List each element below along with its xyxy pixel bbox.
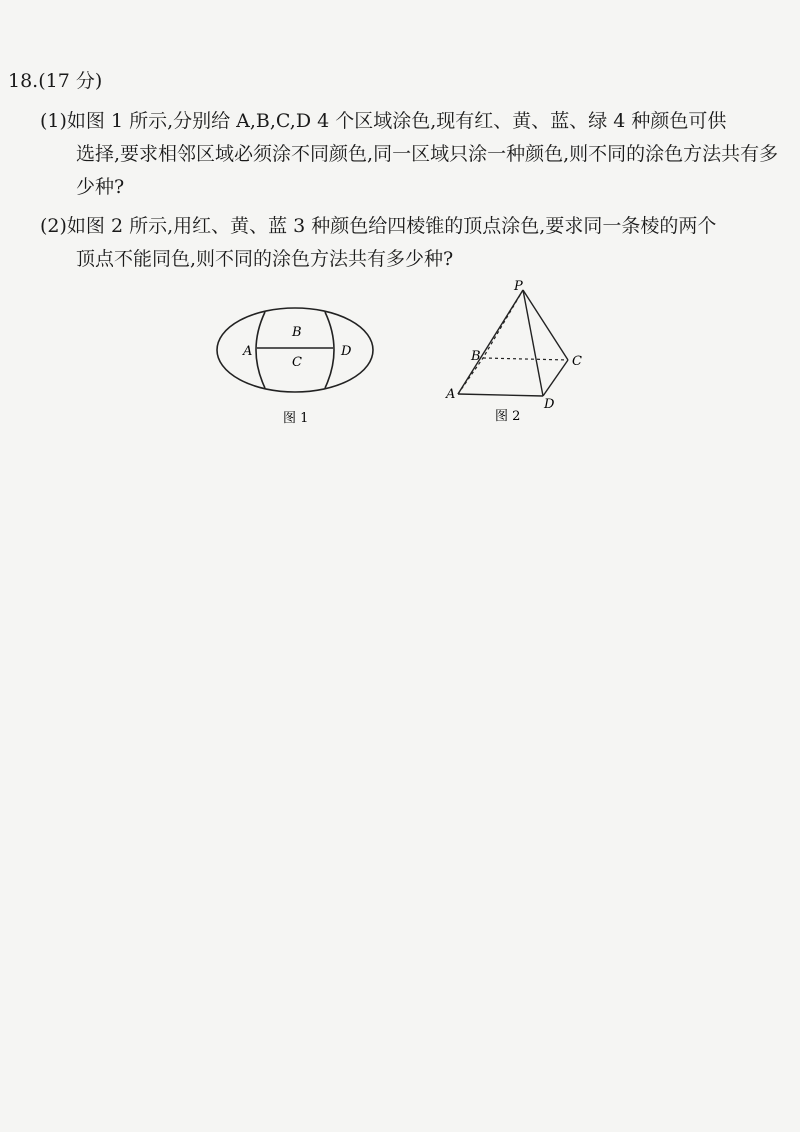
vertex-a-label: A [446,387,456,402]
part-1-continuation: 选择,要求相邻区域必须涂不同颜色,同一区域只涂一种颜色,则不同的涂色方法共有多少种? [76,143,779,198]
figure-2 [440,278,590,428]
figure-2-caption: 图 2 [495,409,521,424]
region-d-label: D [341,344,352,359]
question-score: (17 分) [38,70,103,92]
figure-2-diagram [440,278,590,428]
part-2-continuation: 顶点不能同色,则不同的涂色方法共有多少种? [76,248,454,270]
left-divider [256,312,265,388]
vertex-b-label: B [471,349,481,364]
vertex-c-label: C [572,354,582,369]
figure-1-diagram [205,300,385,430]
edge-ad [458,394,543,396]
question-header [8,66,102,93]
edge-dc [543,360,568,396]
part-1-text [40,105,790,204]
part-2-first-line: (2)如图 2 所示,用红、黄、蓝 3 种颜色给四棱锥的顶点涂色,要求同一条棱的两个 [40,215,717,237]
right-divider [325,312,334,388]
region-b-label: B [292,325,302,340]
figure-1-caption: 图 1 [283,411,309,426]
part-1-first-line: (1)如图 1 所示,分别给 A,B,C,D 4 个区域涂色,现有红、黄、蓝、绿 4 种颜色可供 [40,110,727,132]
figure-1 [205,300,385,430]
vertex-p-label: P [514,279,523,294]
region-a-label: A [243,344,253,359]
question-number: 18. [8,70,39,92]
edge-bc [483,358,568,360]
region-c-label: C [292,355,302,370]
part-2-text [40,210,790,276]
vertex-d-label: D [544,397,555,412]
